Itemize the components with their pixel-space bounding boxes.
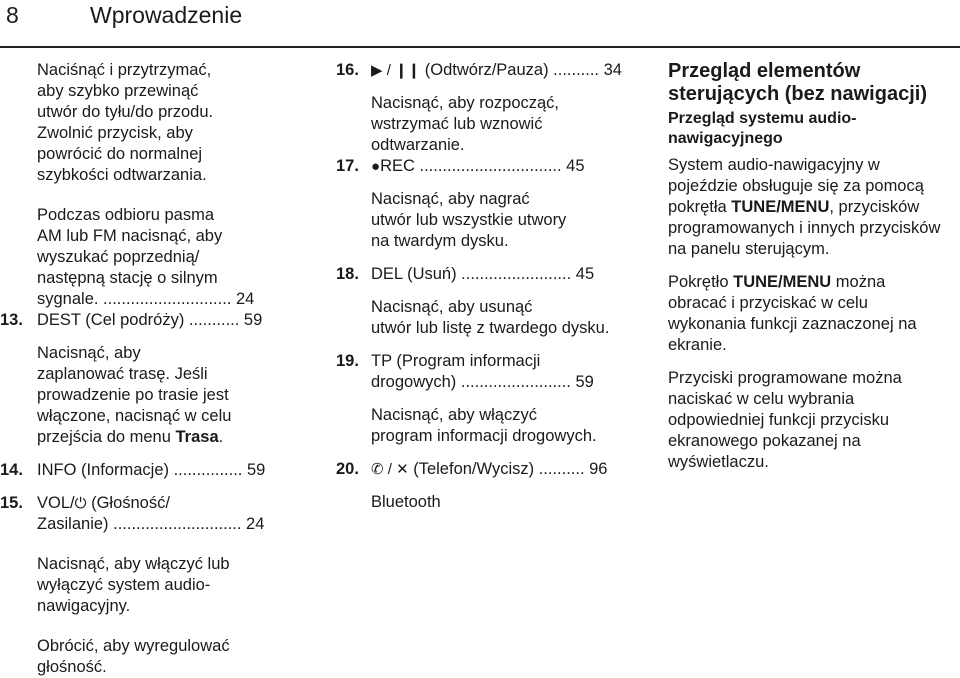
text-line: zaplanować trasę. Jeśli	[37, 365, 208, 383]
text-line: wyłączyć system audio-	[37, 576, 211, 594]
text-part: pokrętła	[668, 198, 732, 216]
text-line: wyszukać poprzednią/	[37, 248, 200, 266]
text-line: wykonania funkcji zaznaczonej na	[668, 315, 917, 333]
item-title: (Odtwórz/Pauza) .......... 34	[420, 61, 622, 79]
heading-line: sterujących (bez nawigacji)	[668, 83, 927, 105]
text-line: obracać i przyciskać w celu	[668, 294, 868, 312]
item-title-part: drogowych) ........................ 59	[371, 373, 594, 391]
record-icon: ●	[371, 158, 381, 175]
item-number: 17.	[336, 157, 359, 175]
control-name: TUNE/MENU	[731, 198, 830, 216]
phone-mute-icon: ✆ / ✕	[371, 461, 409, 478]
text-part: można	[831, 273, 886, 291]
item-title: REC ............................... 45	[380, 157, 585, 175]
text-line: na twardym dysku.	[371, 232, 509, 250]
text-line: Nacisnąć, aby rozpocząć,	[371, 94, 560, 112]
item-number: 13.	[0, 311, 23, 329]
punctuation: .	[218, 428, 224, 446]
control-name: TUNE/MENU	[733, 273, 832, 291]
text-line: Nacisnąć, aby nagrać	[371, 190, 530, 208]
text-line: naciskać w celu wybrania	[668, 390, 855, 408]
item-19	[336, 351, 636, 393]
menu-name: Trasa	[175, 428, 219, 446]
text-line: ekranie.	[668, 336, 727, 354]
item-18	[336, 264, 636, 285]
text-line: Podczas odbioru pasma	[37, 206, 215, 224]
heading-line: Przegląd elementów	[668, 60, 861, 82]
text-line: powrócić do normalnej	[37, 145, 203, 163]
text-line: odpowiedniej funkcji przycisku	[668, 411, 890, 429]
text-line: głośność.	[37, 658, 107, 676]
paragraph-delete	[336, 297, 636, 339]
paragraph-volume	[37, 636, 287, 678]
text-line: utwór do tyłu/do przodu.	[37, 103, 214, 121]
text-line: wyświetlaczu.	[668, 453, 769, 471]
bluetooth-note: Bluetooth	[371, 493, 441, 511]
text-line: sygnale. ............................ 24	[37, 290, 255, 308]
text-line: na panelu sterującym.	[668, 240, 830, 258]
text-line: Zwolnić przycisk, aby	[37, 124, 193, 142]
text-line: Nacisnąć, aby włączyć lub	[37, 555, 230, 573]
text-line: włączone, nacisnąć w celu	[37, 407, 232, 425]
paragraph-knob	[668, 272, 958, 356]
item-15	[0, 493, 287, 535]
heading-line: nawigacyjnego	[668, 130, 783, 147]
subsection-heading	[668, 109, 958, 149]
text-line: prowadzenie po trasie jest	[37, 386, 229, 404]
item-title-part: (Głośność/	[86, 494, 170, 512]
item-number: 20.	[336, 460, 359, 478]
chapter-title: Wprowadzenie	[90, 2, 243, 28]
paragraph-system	[668, 155, 958, 260]
text-line: utwór lub listę z twardego dysku.	[371, 319, 610, 337]
item-number: 16.	[336, 61, 359, 79]
column-1	[0, 60, 287, 678]
text-line: nawigacyjny.	[37, 597, 131, 615]
text-line: następną stację o silnym	[37, 269, 218, 287]
item-number: 18.	[336, 265, 359, 283]
item-16	[336, 60, 636, 81]
paragraph-power	[37, 554, 287, 617]
page-number: 8	[6, 2, 19, 28]
item-title-part: VOL/	[37, 494, 75, 512]
text-line: wstrzymać lub wznowić	[371, 115, 543, 133]
power-icon: ⏻	[74, 495, 87, 512]
text-line: przejścia do menu	[37, 428, 176, 446]
text-line: Nacisnąć, aby usunąć	[371, 298, 533, 316]
text-line: Naciśnąć i przytrzymać,	[37, 61, 212, 79]
item-title	[37, 493, 287, 535]
text-line: szybkości odtwarzania.	[37, 166, 207, 184]
text-line: ekranowego pokazanej na	[668, 432, 861, 450]
section-heading	[668, 60, 958, 106]
column-3	[668, 60, 958, 473]
text-line: programowanych i innych przycisków	[668, 219, 941, 237]
item-title: INFO (Informacje) ............... 59	[37, 461, 266, 479]
item-number: 14.	[0, 461, 23, 479]
item-number: 15.	[0, 494, 23, 512]
item-number: 19.	[336, 352, 359, 370]
text-line: program informacji drogowych.	[371, 427, 597, 445]
page-header	[0, 0, 960, 48]
item-14	[0, 460, 287, 481]
item-13	[0, 310, 287, 331]
paragraph-rewind	[37, 60, 287, 186]
text-line: aby szybko przewinąć	[37, 82, 199, 100]
paragraph-seek	[37, 205, 287, 310]
column-2	[336, 60, 636, 513]
item-17	[336, 156, 636, 177]
text-line: pojeździe obsługuje się za pomocą	[668, 177, 924, 195]
item-title: DEST (Cel podróży) ........... 59	[37, 311, 263, 329]
item-title-part: TP (Program informacji	[371, 352, 541, 370]
text-part: , przycisków	[829, 198, 920, 216]
text-line: odtwarzanie.	[371, 136, 465, 154]
item-title: (Telefon/Wycisz) .......... 96	[408, 460, 608, 478]
text-line: Nacisnąć, aby włączyć	[371, 406, 537, 424]
text-line: Obrócić, aby wyregulować	[37, 637, 230, 655]
paragraph-dest	[37, 343, 287, 448]
text-part: Pokrętło	[668, 273, 734, 291]
item-title: DEL (Usuń) ........................ 45	[371, 265, 595, 283]
text-line: Nacisnąć, aby	[37, 344, 141, 362]
text-line: System audio-nawigacyjny w	[668, 156, 880, 174]
item-20	[336, 459, 636, 480]
paragraph-traffic	[336, 405, 636, 447]
text-line: Przyciski programowane można	[668, 369, 902, 387]
play-pause-icon: ▶ / ❙❙	[371, 62, 421, 79]
paragraph-record	[336, 189, 636, 252]
item-title-part: Zasilanie) ............................ 24	[37, 515, 265, 533]
paragraph-softkeys	[668, 368, 958, 473]
text-line: utwór lub wszystkie utwory	[371, 211, 567, 229]
paragraph-play	[336, 93, 636, 156]
heading-line: Przegląd systemu audio-	[668, 110, 857, 127]
text-line: AM lub FM nacisnąć, aby	[37, 227, 223, 245]
